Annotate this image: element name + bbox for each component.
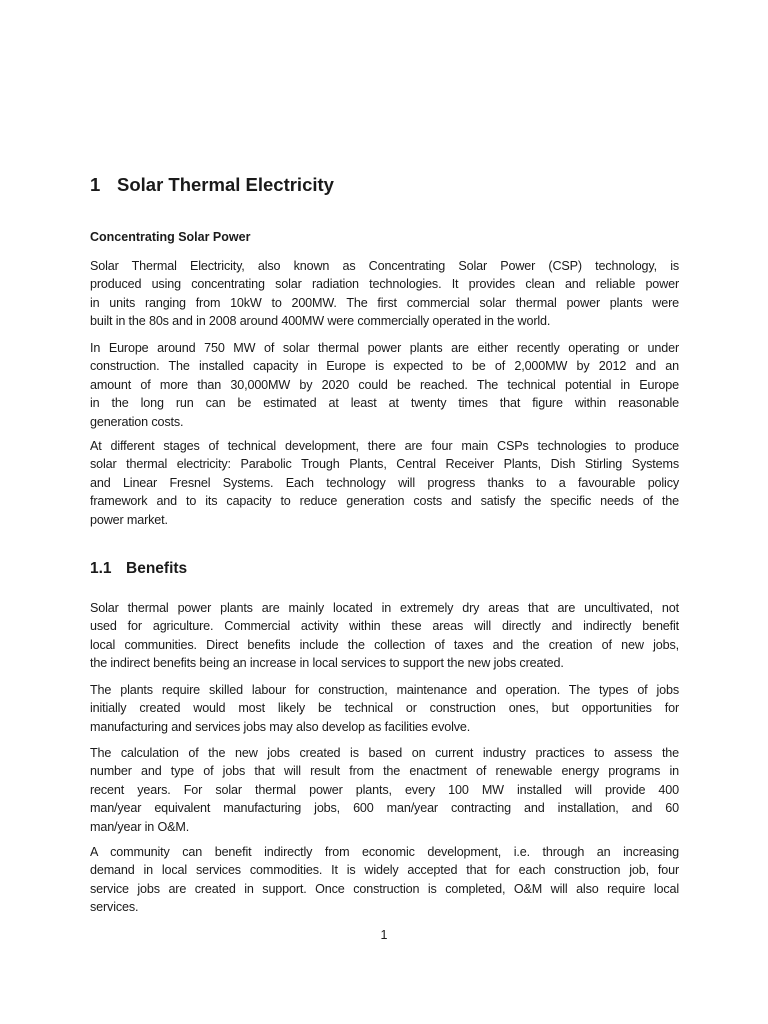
paragraph-line: local communities. Direct benefits include the collection of taxes and the creation of new jobs, bbox=[90, 637, 679, 652]
paragraph-line: generation costs. bbox=[90, 414, 184, 429]
paragraph-line: demand in local services commodities. It is widely accepted that for each construction job, four bbox=[90, 863, 679, 878]
paragraph bbox=[90, 339, 679, 431]
paragraph-line: produced using concentrating solar radiation technologies. It provides clean and reliable power bbox=[90, 277, 679, 292]
paragraph bbox=[90, 437, 679, 529]
paragraph bbox=[90, 744, 679, 836]
paragraph-line: The calculation of the new jobs created is based on current industry practices to assess the bbox=[90, 746, 679, 760]
paragraph-line: and Linear Fresnel Systems. Each technology will progress thanks to a favourable policy bbox=[90, 475, 679, 490]
paragraph-line: construction. The installed capacity in Europe is expected to be of 2,000MW by 2012 and an bbox=[90, 359, 679, 374]
paragraph-line: services. bbox=[90, 900, 139, 915]
paragraph-line: in units ranging from 10kW to 200MW. The first commercial solar thermal power plants were bbox=[90, 295, 679, 310]
paragraph-line: The plants require skilled labour for construction, maintenance and operation. The types of jobs bbox=[90, 683, 679, 697]
paragraph bbox=[90, 599, 679, 673]
paragraph-line: amount of more than 30,000MW by 2020 could be reached. The technical potential in Europe bbox=[90, 377, 679, 392]
paragraph-line: At different stages of technical development, there are four main CSPs technologies to produce bbox=[90, 439, 679, 453]
paragraph-line: in the long run can be estimated at least at twenty times that figure within reasonable bbox=[90, 396, 679, 411]
paragraph-line: service jobs are created in support. Once construction is completed, O&M will also require local bbox=[90, 881, 679, 896]
paragraph-line: Solar Thermal Electricity, also known as Concentrating Solar Power (CSP) technology, is bbox=[90, 259, 679, 273]
paragraph-line: A community can benefit indirectly from economic development, i.e. through an increasing bbox=[90, 845, 679, 859]
paragraph-line: Solar thermal power plants are mainly located in extremely dry areas that are uncultivated, not bbox=[90, 601, 679, 615]
subsection-heading bbox=[90, 558, 187, 580]
paragraph-line: power market. bbox=[90, 512, 168, 527]
paragraph bbox=[90, 257, 679, 331]
section-title: Solar Thermal Electricity bbox=[117, 174, 334, 195]
page-number: 1 bbox=[380, 928, 388, 942]
paragraph-line: manufacturing and services jobs may also develop as facilities evolve. bbox=[90, 719, 471, 734]
subsection-number: 1.1 bbox=[90, 560, 112, 577]
paragraph-line: used for agriculture. Commercial activity within these areas will directly and indirectly benefit bbox=[90, 619, 679, 634]
paragraph-line: the indirect benefits being an increase in local services to support the new jobs created. bbox=[90, 656, 564, 671]
section-heading bbox=[90, 173, 334, 197]
paragraph-line: man/year in O&M. bbox=[90, 819, 190, 834]
paragraph-line: number and type of jobs that will result from the enactment of renewable energy programs in bbox=[90, 764, 679, 779]
paragraph-line: built in the 80s and in 2008 around 400MW were commercially operated in the world. bbox=[90, 314, 551, 329]
paragraph bbox=[90, 681, 679, 736]
subheading: Concentrating Solar Power bbox=[90, 230, 251, 244]
paragraph bbox=[90, 843, 679, 917]
paragraph-line: framework and to its capacity to reduce generation costs and satisfy the specific needs of the bbox=[90, 494, 679, 509]
paragraph-line: In Europe around 750 MW of solar thermal power plants are either recently operating or under bbox=[90, 341, 679, 355]
paragraph-line: solar thermal electricity: Parabolic Trough Plants, Central Receiver Plants, Dish Stirling Systems bbox=[90, 457, 679, 472]
paragraph-line: recent years. For solar thermal power plants, every 100 MW installed will provide 400 bbox=[90, 782, 679, 797]
paragraph-line: initially created would most likely be technical or construction ones, but opportunities for bbox=[90, 701, 679, 716]
paragraph-line: man/year equivalent manufacturing jobs, 600 man/year contracting and installation, and 60 bbox=[90, 801, 679, 816]
section-number: 1 bbox=[90, 174, 101, 195]
subsection-title: Benefits bbox=[126, 560, 188, 577]
